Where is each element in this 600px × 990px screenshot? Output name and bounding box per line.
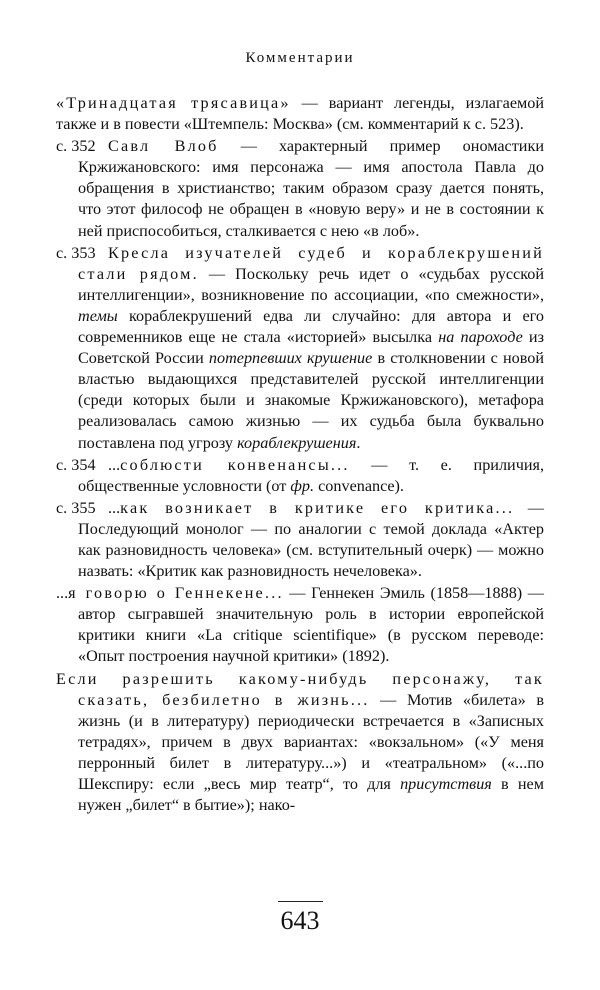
- entry-lemma: Кресла изучателей судеб и кораблекрушений стали рядом.: [78, 243, 544, 283]
- entry-text: в нем нужен „билет“ в бытие»); нако-: [78, 775, 544, 815]
- entry-italic: потерпевших крушение: [208, 349, 373, 368]
- entry-italic: фр.: [290, 476, 315, 495]
- entry-p352: [56, 136, 544, 241]
- entry-lemma: я говорю о Геннекене...: [68, 584, 284, 603]
- entry-text: — Мотив «билета» в жизнь (и в литературу) периодически встречается в «Записных тетрадях», причем в двух вариантах: «вокзальном» («У меня перронный билет в литературу...») и «театральном» («...по Шекспиру: если „весь мир театр“, то для: [78, 690, 544, 793]
- lemma-prefix: ...: [108, 455, 121, 474]
- entry-trinadtsataya: [56, 93, 544, 135]
- entry-italic: кораблекрушения: [237, 433, 357, 452]
- lemma-prefix: ...: [56, 584, 69, 603]
- entry-text: — Последующий монолог — по аналогии с темой доклада «Актер как разновидность человека» (см. вступительный очерк) — можно назвать: «Критик как разновидность нечеловека».: [78, 498, 544, 581]
- entry-lemma: «Тринадцатая трясавица»: [56, 94, 291, 112]
- entry-text: .: [356, 433, 361, 452]
- entry-lemma: соблюсти конвенансы...: [120, 455, 350, 474]
- entry-italic: на пароходе: [438, 328, 523, 347]
- running-head: Комментарии: [245, 50, 355, 66]
- entry-text: — Поскольку речь идет о «судьбах русской интеллигенции», возникновение по ассоциации, «по смежности»,: [78, 264, 545, 304]
- entry-text: — т. е. приличия, общественные условности (от: [78, 455, 544, 495]
- page-ref: с. 352: [56, 137, 96, 156]
- entry-italic: темы: [78, 306, 118, 325]
- entry-p353: [56, 243, 544, 454]
- entry-text: — Геннекен Эмиль (1858—1888) — автор сыгравшей значительную роль в истории европейской критики книги «La critique scientifique» (в русском переводе: «Опыт построения научной критики» (1892).: [78, 584, 544, 666]
- entry-gennequin: [56, 583, 544, 667]
- entry-lemma: Если разрешить какому-нибудь персонажу, так сказать, безбилетно в жизнь...: [56, 669, 544, 709]
- page-ref: с. 353: [56, 243, 96, 262]
- entry-text: — характерный пример ономастики Кржижановского: имя персонажа — имя апостола Павла до обращения в христианство; таким образом сразу дается понять, что этот философ не обращен в «новую веру» и не в состоянии к ней приспособиться, сталкивается с нею «в лоб».: [78, 137, 544, 240]
- entry-text: convenance).: [314, 476, 404, 495]
- entry-lemma: Савл Влоб: [108, 137, 219, 156]
- entry-p354: [56, 455, 544, 497]
- entry-text: в столкновении с новой властью выдающихся представителей русской интеллигенции (среди которых были и знакомые Кржижановского), метафора реализовалась самою жизнью — их судьба была буквально поставлена под угрозу: [78, 349, 544, 452]
- page-ref: с. 355: [56, 498, 96, 517]
- footer-divider: [278, 901, 323, 902]
- entry-lemma: как возникает в критике его критика...: [120, 498, 515, 517]
- entry-ticket: [56, 669, 544, 817]
- entry-p355: [56, 498, 544, 582]
- entry-text: кораблекрушений едва ли случайно: для автора и его современников еще не стала «историей» высылка: [78, 306, 544, 347]
- entry-text: — вариант легенды, излагаемой также и в повести «Штемпель: Москва» (см. комментарий к с. 523).: [56, 94, 544, 134]
- lemma-prefix: ...: [108, 498, 121, 517]
- entry-italic: присутствия: [400, 775, 492, 793]
- entry-text: из Советской России: [78, 328, 544, 368]
- page-ref: с. 354: [56, 455, 96, 474]
- commentary-body: [56, 93, 544, 817]
- page-number: 643: [280, 906, 320, 935]
